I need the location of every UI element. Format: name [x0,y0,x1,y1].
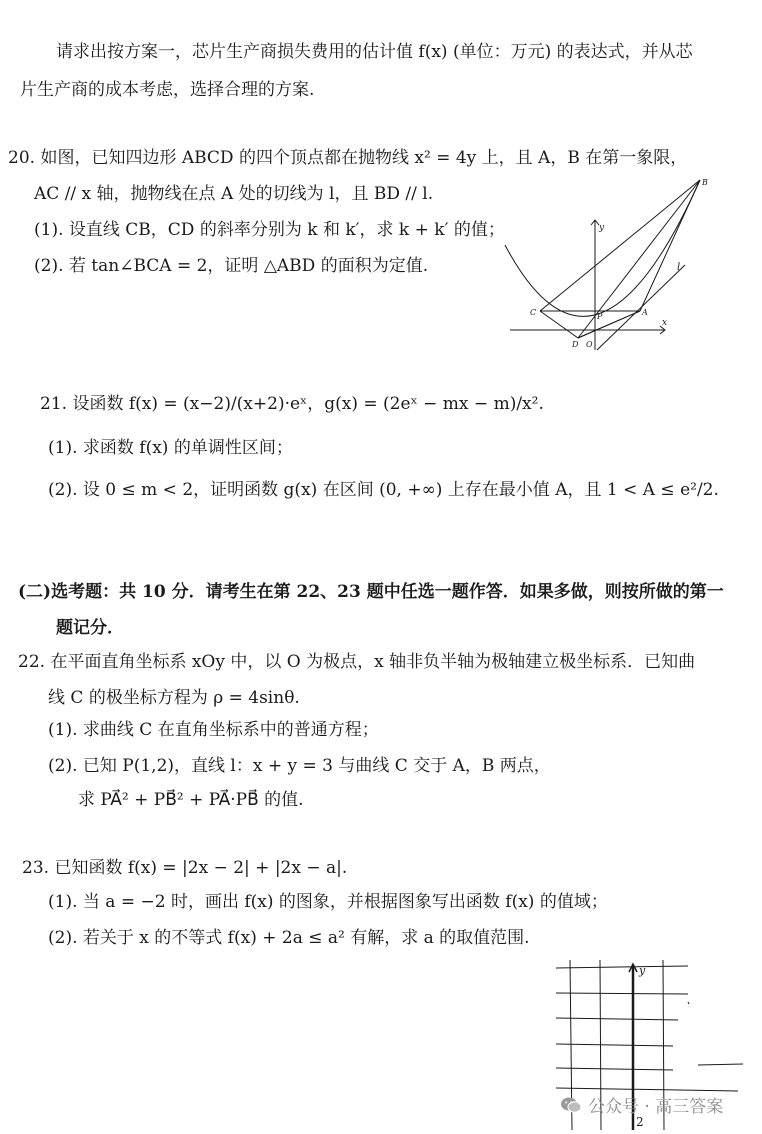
label-o: O [586,340,593,349]
question-23-part-1: (1). 当 a = −2 时，画出 f(x) 的图象，并根据图象写出函数 f(x) 的值域； [48,892,608,912]
question-21-stem: 21. 设函数 f(x) = (x−2)/(x+2)·eˣ，g(x) = (2eˣ − mx − m)/x². [40,394,544,414]
label-p: P [597,312,603,321]
question-23-part-2: (2). 若关于 x 的不等式 f(x) + 2a ≤ a² 有解，求 a 的取值范围. [48,928,530,948]
parabola-figure [500,175,715,355]
section-2-heading-1: (二)选考题：共 10 分．请考生在第 22、23 题中任选一题作答．如果多做，则按所做的第一 [18,582,724,602]
question-20-part-1: (1). 设直线 CB，CD 的斜率分别为 k 和 k′，求 k + k′ 的值； [34,220,505,240]
label-x: x [662,318,668,328]
question-22-stem-1: 22. 在平面直角坐标系 xOy 中，以 O 为极点，x 轴非负半轴为极轴建立极坐标系．已知曲 [18,652,696,672]
label-a: A [642,308,648,317]
question-22-part-2: (2). 已知 P(1,2)，直线 l：x + y = 3 与曲线 C 交于 A，B 两点， [48,756,551,776]
question-19-text-2: 片生产商的成本考虑，选择合理的方案. [20,80,315,100]
grid-label-2: 2 [636,1115,644,1129]
question-21-part-1: (1). 求函数 f(x) 的单调性区间； [48,438,293,458]
watermark-text: 公众号 · 高三答案 [588,1097,724,1117]
question-20-stem-1: 20. 如图，已知四边形 ABCD 的四个顶点都在抛物线 x² = 4y 上，且 A，B 在第一象限， [8,148,688,168]
label-y: y [599,223,605,233]
label-c: C [530,308,537,317]
question-20-part-2: (2). 若 tan∠BCA = 2，证明 △ABD 的面积为定值. [34,256,429,276]
label-b: B [702,178,708,187]
question-23-stem: 23. 已知函数 f(x) = |2x − 2| + |2x − a|. [22,858,348,878]
watermark [560,1092,723,1117]
question-22-part-2-expr: 求 PA⃗² + PB⃗² + PA⃗·PB⃗ 的值. [78,790,304,810]
question-21-part-2: (2). 设 0 ≤ m < 2，证明函数 g(x) 在区间 (0, +∞) 上存在最小值 A，且 1 < A ≤ e²/2. [48,480,719,500]
label-d: D [572,340,579,349]
grid-label-y: y [639,964,646,977]
question-22-stem-2: 线 C 的极坐标方程为 ρ = 4sinθ. [48,688,300,708]
question-22-part-1: (1). 求曲线 C 在直角坐标系中的普通方程； [48,720,379,740]
question-19-text-1: 请求出按方案一，芯片生产商损失费用的估计值 f(x) (单位：万元) 的表达式，并从芯 [56,42,693,62]
section-2-heading-2: 题记分． [56,618,124,638]
wechat-icon [560,1096,582,1114]
question-20-stem-2: AC // x 轴，抛物线在点 A 处的切线为 l，且 BD // l. [34,184,434,204]
label-l: l [677,262,681,273]
